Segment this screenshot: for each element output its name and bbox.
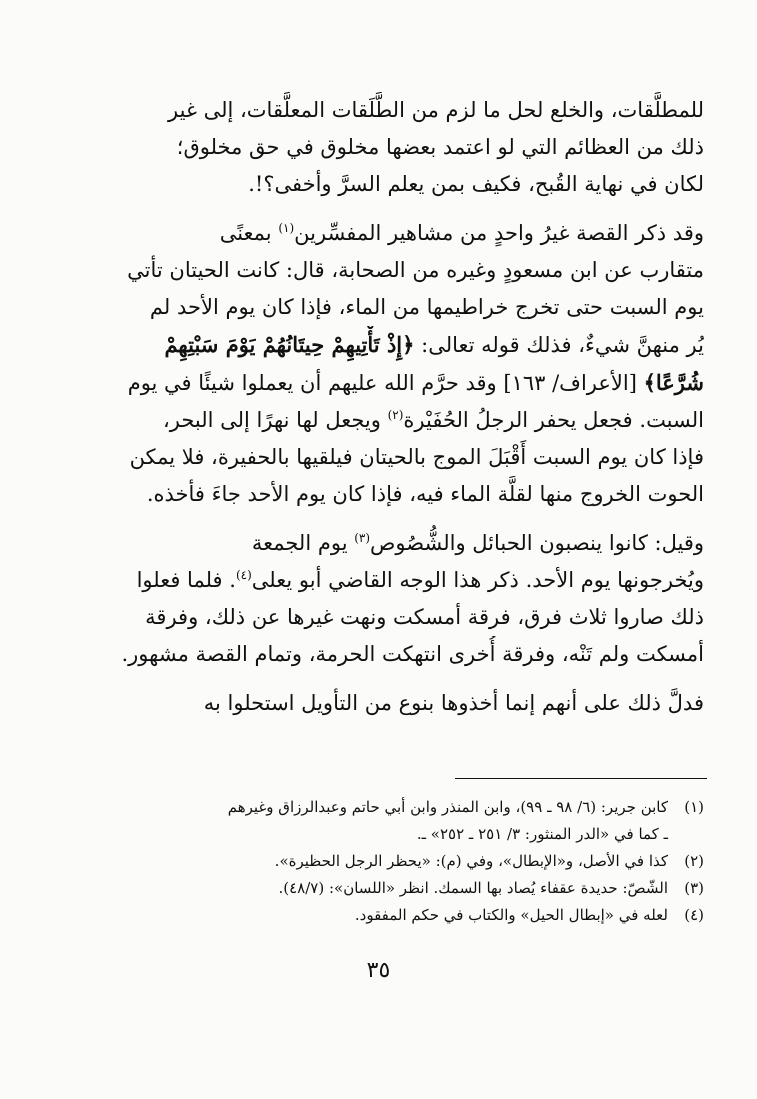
text-segment: ويُخرجونها يوم الأحد. ذكر هذا الوجه القاضي أبو يعلى: [251, 568, 704, 592]
text-line: أمسكت ولم تَنْه، وفرقة أُخرى انتهكت الحرمة، وتمام القصة مشهور.: [121, 642, 704, 666]
text-line: [88, 562, 704, 599]
footnote-number: (٣): [684, 879, 704, 897]
text-segment: وقد ذكر القصة غيرُ واحدٍ من مشاهير المفسِّرين: [294, 221, 704, 245]
text-line: ذلك من العظائم التي لو اعتمد بعضها مخلوق في حق مخلوق؛: [176, 135, 704, 159]
footnote-number: (٤): [684, 906, 704, 924]
page-number: ٣٥: [366, 958, 391, 983]
footnotes: [88, 794, 704, 929]
text-line: متقارب عن ابن مسعودٍ وغيره من الصحابة، قال: كانت الحيتان تأتي: [127, 258, 704, 282]
text-segment: وقيل: كانوا ينصبون الحبائل والشُّصُوص: [370, 531, 704, 555]
text-line: فدلَّ ذلك على أنهم إنما أخذوها بنوع من التأويل استحلوا به: [203, 691, 704, 715]
text-segment: السبت. فجعل يحفر الرجلُ الحُفَيْرة: [403, 408, 704, 432]
footnote-1-continuation: ـ كما في «الدر المنثور: ٣/ ٢٥١ ـ ٢٥٢» ـ.: [416, 825, 668, 843]
footnote-2: [88, 848, 704, 875]
text-line: [88, 402, 704, 439]
footnote-1: [88, 794, 704, 821]
paragraph-1: [88, 92, 704, 203]
footnote-ref-3[interactable]: (٣): [354, 531, 371, 545]
text-line: للمطلَّقات، والخلع لحل ما لزم من الطَّلَقات المعلَّقات، إلى غير: [168, 98, 704, 122]
text-line: لكان في نهاية القُبح، فكيف بمن يعلم السرَّ وأخفى؟!.: [248, 172, 704, 196]
footnote-3: [88, 875, 704, 902]
text-line: [88, 364, 704, 402]
footnote-text: كذا في الأصل، و«الإبطال»، وفي (م): «يحظر الرجل الحظيرة».: [274, 852, 668, 870]
quran-verse: ﴿إِذْ تَأْتِيهِمْ حِيتَانُهُمْ يَوْمَ سَبْتِهِمْ: [164, 332, 415, 357]
footnote-ref-1[interactable]: (١): [278, 221, 295, 235]
footnote-text: الشّصّ: حديدة عقفاء يُصاد بها السمك. انظر «اللسان»: (٤٨/٧).: [278, 879, 668, 897]
text-line: الحوت الخروج منها لقلَّة الماء فيه، فإذا كان يوم الأحد جاءَ فأخذه.: [146, 482, 704, 506]
footnote-number: (١): [684, 798, 704, 816]
text-segment: [الأعراف/ ١٦٣] وقد حرَّم الله عليهم أن يعملوا شيئًا في يوم: [127, 371, 644, 395]
text-segment: بمعنًى: [219, 221, 279, 245]
footnote-ref-2[interactable]: (٢): [387, 408, 404, 422]
footnote-text: لعله في «إبطال الحيل» والكتاب في حكم المفقود.: [354, 906, 668, 924]
text-segment: . فلما فعلوا: [136, 568, 236, 592]
footnote-4: [88, 902, 704, 929]
main-text: [88, 92, 704, 734]
footnote-text: كابن جرير: (٦/ ٩٨ ـ ٩٩)، وابن المنذر وابن أبي حاتم وعبدالرزاق وغيرهم: [227, 798, 668, 816]
text-line: ذلك صاروا ثلاث فرق، فرقة أمسكت ونهت غيرها عن ذلك، وفرقة: [145, 605, 704, 629]
paragraph-3: [88, 525, 704, 673]
text-line: يوم السبت حتى تخرج خراطيمها من الماء، فإذا كان يوم الأحد لم: [149, 295, 704, 319]
text-line: [88, 525, 704, 562]
text-line: [88, 326, 704, 364]
paragraph-4: [88, 685, 704, 722]
text-line: فإذا كان يوم السبت أَقْبَلَ الموج بالحيتان فيلقيها بالحفيرة، فلا يمكن: [129, 445, 704, 469]
quran-verse: شُرَّعًا﴾: [643, 370, 704, 395]
text-line: [88, 215, 704, 252]
footnote-separator: [455, 778, 707, 779]
paragraph-2: [88, 215, 704, 513]
text-segment: يُر منهنَّ شيءٌ، فذلك قوله تعالى:: [414, 333, 704, 357]
text-segment: ويجعل لها نهرًا إلى البحر،: [162, 408, 388, 432]
footnote-ref-4[interactable]: (٤): [235, 568, 252, 582]
text-segment: يوم الجمعة: [251, 531, 355, 555]
footnote-number: (٢): [684, 852, 704, 870]
